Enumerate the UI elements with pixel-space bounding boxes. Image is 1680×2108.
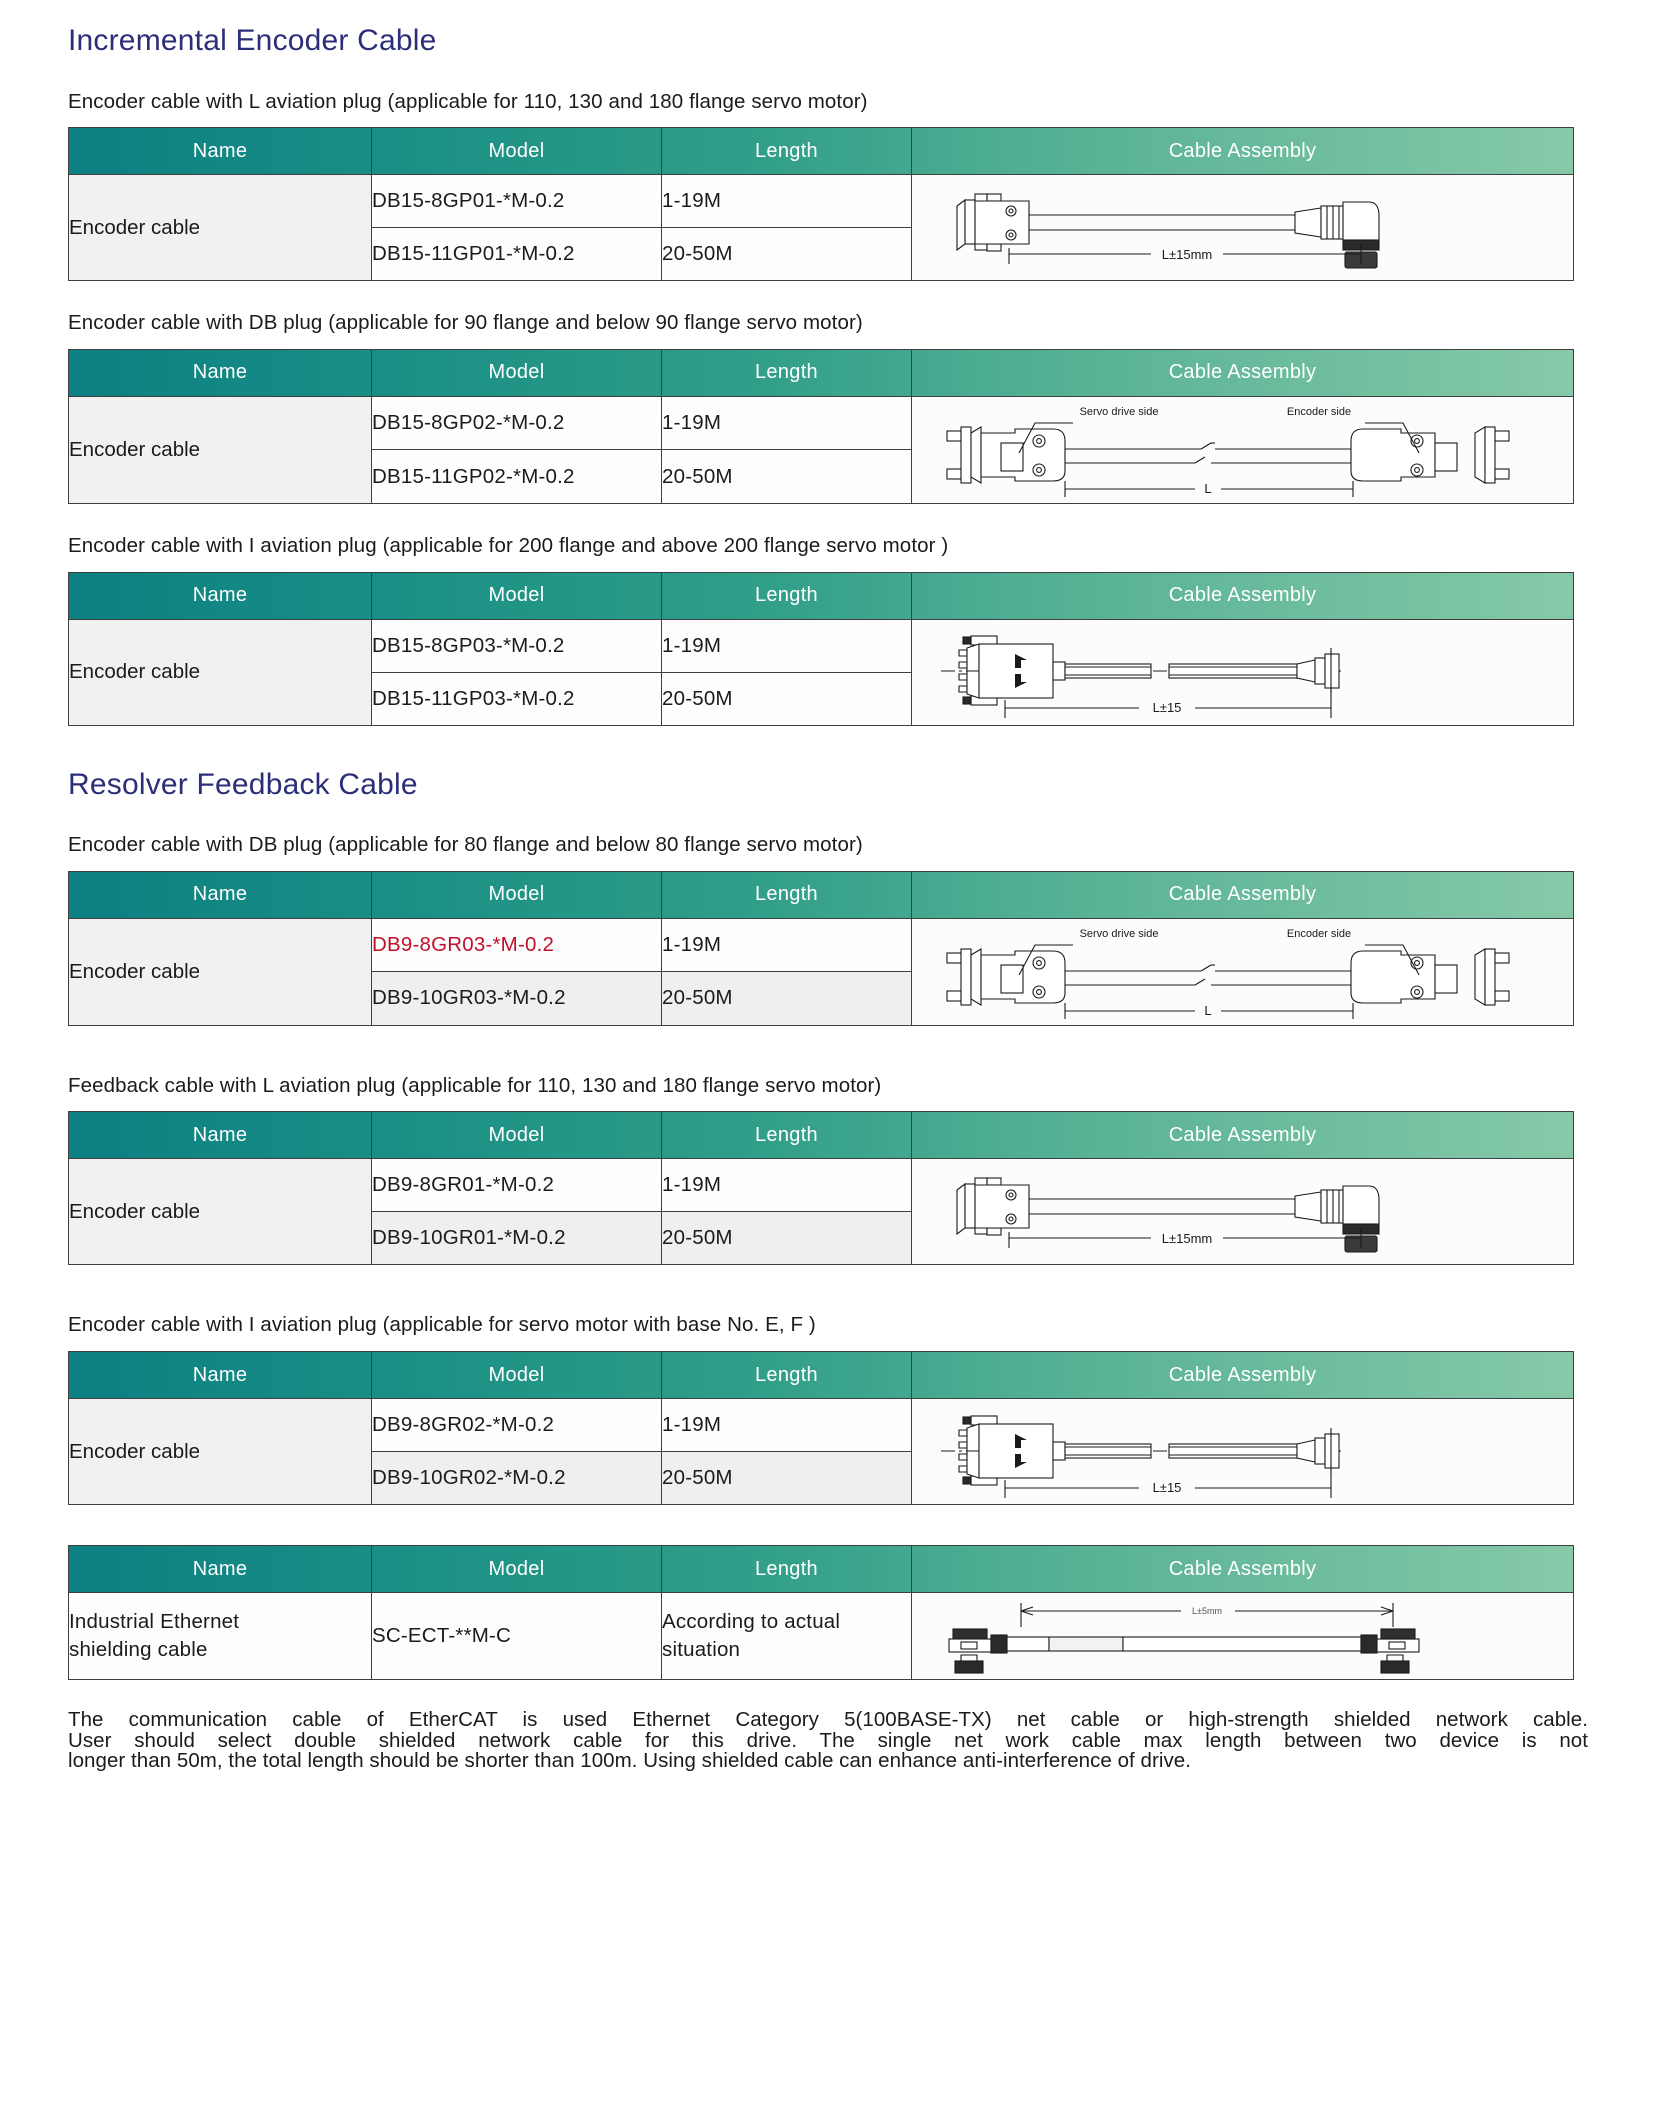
cell-name: Encoder cable	[69, 1399, 372, 1505]
column-header-name: Name	[69, 1546, 372, 1593]
table-row	[69, 1159, 1574, 1212]
column-header-name: Name	[69, 1112, 372, 1159]
cell-length: 20-50M	[662, 228, 912, 281]
cell-model: DB15-8GP01-*M-0.2	[372, 175, 662, 228]
table-row	[69, 396, 1574, 450]
column-header-name: Name	[69, 871, 372, 918]
cell-length: 1-19M	[662, 918, 912, 972]
cell-cable-assembly-diagram	[912, 918, 1574, 1025]
table-caption: Encoder cable with DB plug (applicable for 80 flange and below 80 flange servo motor)	[68, 833, 863, 857]
table-caption: Encoder cable with I aviation plug (applicable for 200 flange and above 200 flange servo motor )	[68, 533, 949, 557]
column-header-model: Model	[372, 871, 662, 918]
column-header-length: Length	[662, 1546, 912, 1593]
table-caption: Encoder cable with DB plug (applicable for 90 flange and below 90 flange servo motor)	[68, 311, 863, 335]
cell-model: DB9-10GR01-*M-0.2	[372, 1212, 662, 1265]
table-caption: Encoder cable with L aviation plug (applicable for 110, 130 and 180 flange servo motor)	[68, 89, 868, 113]
cable-table-4	[68, 871, 1574, 1026]
column-header-model: Model	[372, 572, 662, 619]
cable-table-3	[68, 572, 1574, 726]
cable-table-1	[68, 127, 1574, 281]
table-header-row	[69, 1352, 1574, 1399]
cable-table-5	[68, 1111, 1574, 1265]
i-aviation-plug-cable-diagram	[923, 620, 1563, 724]
diagram-dimension-label: L±15mm	[1161, 246, 1212, 262]
diagram-label-encoder-side: Encoder side	[1286, 405, 1351, 418]
cell-model: DB9-8GR03-*M-0.2	[372, 918, 662, 972]
table-header-row	[69, 1546, 1574, 1593]
diagram-dimension-label: L±15	[1152, 1479, 1181, 1495]
column-header-name: Name	[69, 1352, 372, 1399]
column-header-cable-assembly: Cable Assembly	[912, 1112, 1574, 1159]
db-to-db-cable-diagram	[923, 919, 1563, 1025]
column-header-cable-assembly: Cable Assembly	[912, 1352, 1574, 1399]
cell-cable-assembly-diagram	[912, 1399, 1574, 1505]
table-caption: Encoder cable with I aviation plug (applicable for servo motor with base No. E, F )	[68, 1313, 816, 1337]
cell-name: Encoder cable	[69, 1159, 372, 1265]
diagram-dimension-label: L	[1203, 480, 1212, 496]
column-header-length: Length	[662, 871, 912, 918]
cell-length: 1-19M	[662, 619, 912, 672]
table-row	[69, 1399, 1574, 1452]
column-header-name: Name	[69, 572, 372, 619]
table-header-row	[69, 349, 1574, 396]
cell-length: 1-19M	[662, 1159, 912, 1212]
cell-length: 1-19M	[662, 1399, 912, 1452]
column-header-model: Model	[372, 1112, 662, 1159]
column-header-cable-assembly: Cable Assembly	[912, 871, 1574, 918]
cell-model: DB9-8GR02-*M-0.2	[372, 1399, 662, 1452]
cell-model: DB15-8GP02-*M-0.2	[372, 396, 662, 450]
column-header-name: Name	[69, 349, 372, 396]
cell-name: Encoder cable	[69, 175, 372, 281]
cell-length	[662, 1593, 912, 1680]
column-header-cable-assembly: Cable Assembly	[912, 572, 1574, 619]
cell-name: Encoder cable	[69, 918, 372, 1025]
cell-cable-assembly-diagram	[912, 619, 1574, 725]
db-to-db-cable-diagram	[923, 397, 1563, 503]
diagram-label-servo-drive-side: Servo drive side	[1079, 405, 1158, 418]
column-header-model: Model	[372, 349, 662, 396]
cell-model: DB15-11GP02-*M-0.2	[372, 450, 662, 504]
cell-cable-assembly-diagram	[912, 396, 1574, 503]
diagram-label-encoder-side: Encoder side	[1286, 927, 1351, 940]
cell-name-line2: shielding cable	[69, 1638, 208, 1662]
ethernet-cable-diagram	[923, 1593, 1563, 1679]
column-header-cable-assembly: Cable Assembly	[912, 349, 1574, 396]
diagram-label-servo-drive-side: Servo drive side	[1079, 927, 1158, 940]
cable-table-2	[68, 349, 1574, 504]
diagram-dimension-label: L±15	[1152, 700, 1181, 716]
cell-name: Encoder cable	[69, 619, 372, 725]
cell-length: 20-50M	[662, 450, 912, 504]
cable-table-6	[68, 1351, 1574, 1505]
table-header-row	[69, 871, 1574, 918]
cell-length: 20-50M	[662, 972, 912, 1026]
cell-model: DB9-10GR02-*M-0.2	[372, 1452, 662, 1505]
section-spacer	[68, 1505, 1620, 1545]
column-header-model: Model	[372, 128, 662, 175]
cell-name	[69, 1593, 372, 1680]
table-header-row	[69, 128, 1574, 175]
table-row	[69, 918, 1574, 972]
column-header-name: Name	[69, 128, 372, 175]
cell-name-line1: Industrial Ethernet	[69, 1610, 240, 1634]
ethernet-cable-table	[68, 1545, 1574, 1680]
cell-cable-assembly-diagram	[912, 175, 1574, 281]
column-header-length: Length	[662, 572, 912, 619]
footer-paragraph-line-3: longer than 50m, the total length should be shorter than 100m. Using shielded cable can enhance anti-interference of drive.	[68, 1749, 1191, 1773]
cell-model: DB15-11GP03-*M-0.2	[372, 672, 662, 725]
cell-length: 20-50M	[662, 672, 912, 725]
cell-model: DB15-11GP01-*M-0.2	[372, 228, 662, 281]
section-title-resolver-feedback-cable: Resolver Feedback Cable	[68, 767, 418, 801]
i-aviation-plug-cable-diagram	[923, 1400, 1563, 1504]
column-header-length: Length	[662, 1352, 912, 1399]
table-header-row	[69, 1112, 1574, 1159]
cell-cable-assembly-diagram	[912, 1159, 1574, 1265]
table-row	[69, 619, 1574, 672]
column-header-model: Model	[372, 1352, 662, 1399]
cell-length: 1-19M	[662, 175, 912, 228]
table-header-row	[69, 572, 1574, 619]
cell-length-line2: situation	[662, 1638, 741, 1662]
cell-model: DB15-8GP03-*M-0.2	[372, 619, 662, 672]
diagram-dimension-label: L	[1203, 1002, 1212, 1018]
cell-length: 20-50M	[662, 1452, 912, 1505]
diagram-dimension-label: L±15mm	[1161, 1230, 1212, 1246]
l-aviation-plug-cable-diagram	[923, 1162, 1563, 1262]
column-header-model: Model	[372, 1546, 662, 1593]
column-header-length: Length	[662, 349, 912, 396]
cell-model: DB9-10GR03-*M-0.2	[372, 972, 662, 1026]
table-row	[69, 175, 1574, 228]
column-header-length: Length	[662, 1112, 912, 1159]
column-header-length: Length	[662, 128, 912, 175]
cell-length: 1-19M	[662, 396, 912, 450]
column-header-cable-assembly: Cable Assembly	[912, 128, 1574, 175]
table-row	[69, 1593, 1574, 1680]
table-caption: Feedback cable with L aviation plug (applicable for 110, 130 and 180 flange servo motor)	[68, 1073, 882, 1097]
cell-cable-assembly-diagram	[912, 1593, 1574, 1680]
diagram-dimension-label: L±5mm	[1191, 1606, 1222, 1617]
cell-model: DB9-8GR01-*M-0.2	[372, 1159, 662, 1212]
footer-paragraph-line-2: User should select double shielded network cable for this drive. The single net work cable max length between two device is not	[68, 1728, 1588, 1752]
cell-name: Encoder cable	[69, 396, 372, 503]
cell-length-line1: According to actual	[662, 1610, 841, 1634]
l-aviation-plug-cable-diagram	[923, 178, 1563, 278]
cell-length: 20-50M	[662, 1212, 912, 1265]
cell-model: SC-ECT-**M-C	[372, 1593, 662, 1680]
section-title-incremental-encoder-cable: Incremental Encoder Cable	[68, 24, 437, 57]
footer-paragraph-line-1: The communication cable of EtherCAT is used Ethernet Category 5(100BASE-TX) net cable or high-strength shielded network cable.	[68, 1708, 1588, 1732]
column-header-cable-assembly: Cable Assembly	[912, 1546, 1574, 1593]
footer-paragraph	[68, 1710, 1620, 1772]
